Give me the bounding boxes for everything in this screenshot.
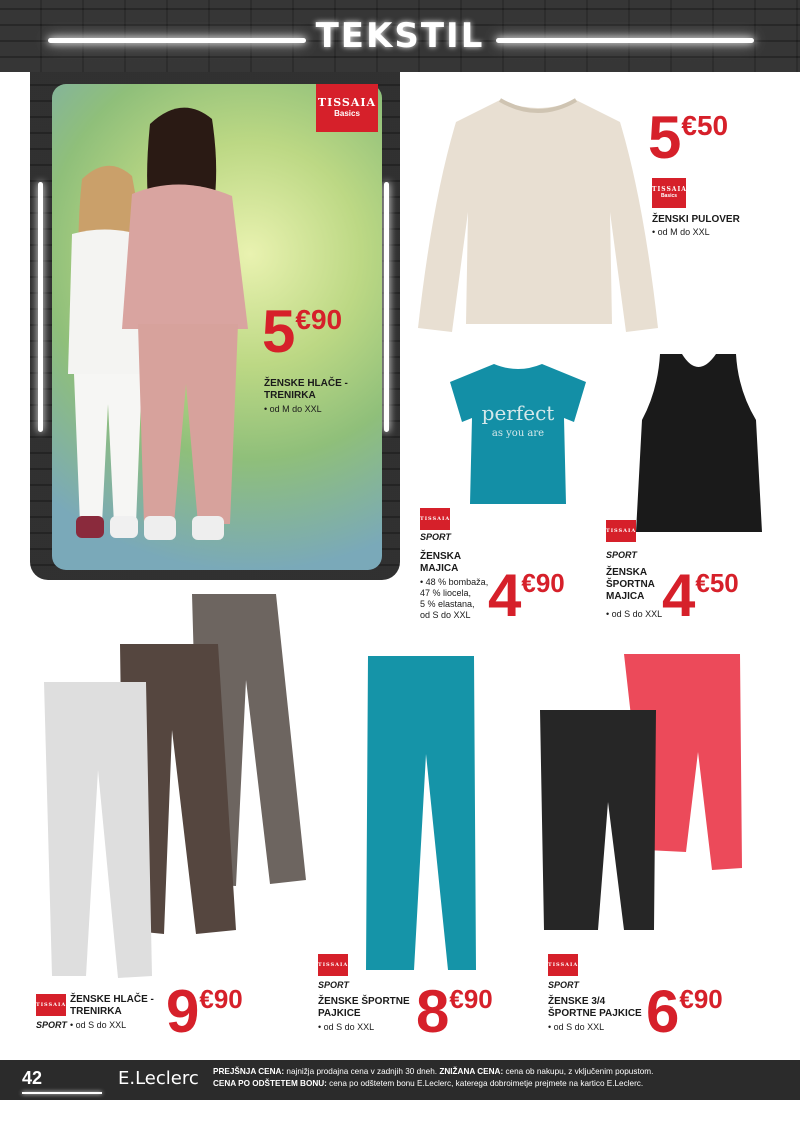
image-majica — [446, 360, 590, 508]
image-sport-majica — [630, 350, 766, 536]
product-info-trenirka: • od S do XXL — [70, 1020, 127, 1030]
neon-vertical-left — [38, 182, 43, 432]
svg-text:as you are: as you are — [491, 428, 545, 439]
svg-text:perfect: perfect — [481, 401, 555, 425]
price-majica: 4€90 — [488, 562, 565, 629]
tissaia-sport-logo-pajkice-34: TISSAIA — [548, 954, 578, 976]
product-info-pulover: • od M do XXL — [652, 227, 710, 237]
header-bar — [0, 0, 800, 72]
image-trenirka — [40, 590, 310, 986]
sport-label-tank: SPORT — [606, 550, 637, 560]
eleclerc-logo: E.Leclerc — [118, 1068, 199, 1089]
tissaia-basics-logo: TISSAIA Basics — [316, 84, 378, 132]
price-pulover: 5€50 — [648, 104, 729, 171]
product-name-hoodie-set: ŽENSKE HLAČE - TRENIRKA — [264, 378, 348, 401]
footer-legal-text: PREJŠNJA CENA: najnižja prodajna cena v zadnjih 30 dneh. ZNIŽANA CENA: cena ob nakupu, z vključenim popustom. CENA PO ODŠTETEM BONU: cena po odštetem bonu E.Leclerc, katerega dobroimetje prejmete na kartico E.Leclerc. — [213, 1067, 654, 1088]
price-pajkice: 8€90 — [416, 978, 493, 1045]
sport-label-pajkice-34: SPORT — [548, 980, 579, 990]
sport-label-trenirka: SPORT — [36, 1020, 67, 1030]
page-title: TEKSTIL — [315, 16, 485, 56]
tissaia-sport-logo-tank: TISSAIA — [606, 520, 636, 542]
product-info-hoodie-set: • od M do XXL — [264, 404, 322, 414]
product-name-pajkice: ŽENSKE ŠPORTNE PAJKICE — [318, 996, 410, 1019]
product-info-pajkice: • od S do XXL — [318, 1022, 375, 1032]
image-pajkice — [360, 654, 482, 974]
tissaia-sport-logo-pajkice: TISSAIA — [318, 954, 348, 976]
neon-vertical-right — [384, 182, 389, 432]
product-info-sport-majica: • od S do XXL — [606, 609, 663, 619]
sport-label-majica: SPORT — [420, 532, 451, 542]
image-pulover — [414, 92, 662, 338]
neon-line-left — [48, 38, 306, 43]
product-name-trenirka: ŽENSKE HLAČE - TRENIRKA — [70, 994, 154, 1017]
sport-label-pajkice: SPORT — [318, 980, 349, 990]
product-name-pulover: ŽENSKI PULOVER — [652, 214, 740, 225]
tissaia-basics-logo-small: TISSAIA Basics — [652, 178, 686, 208]
price-pajkice-34: 6€90 — [646, 978, 723, 1045]
page-number: 42 — [22, 1068, 43, 1088]
product-info-pajkice-34: • od S do XXL — [548, 1022, 605, 1032]
price-hoodie-set: 5€90 — [262, 298, 343, 365]
footer-bar — [0, 1060, 800, 1100]
product-name-majica: ŽENSKA MAJICA — [420, 551, 462, 574]
product-name-sport-majica: ŽENSKA ŠPORTNA MAJICA — [606, 567, 655, 602]
image-pajkice-34 — [538, 652, 744, 934]
tissaia-sport-logo-majica: TISSAIA — [420, 508, 450, 530]
neon-line-right — [496, 38, 754, 43]
product-info-majica: • 48 % bombaža, 47 % liocela, 5 % elastana, od S do XXL — [420, 577, 489, 620]
price-trenirka: 9€90 — [166, 978, 243, 1045]
tissaia-sport-logo-trenirka: TISSAIA — [36, 994, 66, 1016]
price-sport-majica: 4€50 — [662, 562, 739, 629]
product-name-pajkice-34: ŽENSKE 3/4 ŠPORTNE PAJKICE — [548, 996, 642, 1019]
